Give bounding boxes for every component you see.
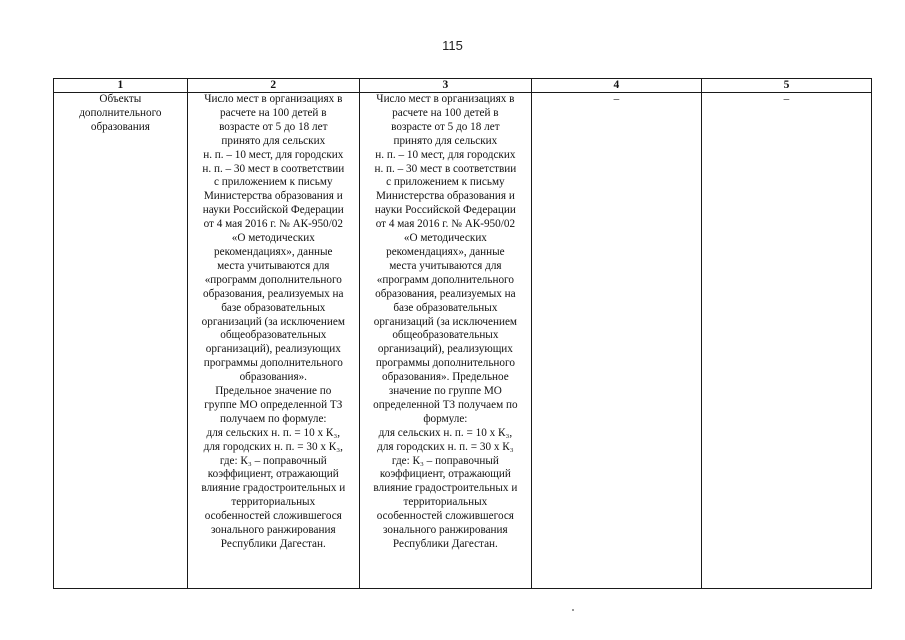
text-line: расчете на 100 детей в [220, 106, 327, 119]
text-line: влияние градостроительных и [373, 482, 518, 495]
column-5-cell [701, 93, 871, 589]
text-line: влияние градостроительных и [201, 482, 346, 495]
text-line: н. п. – 30 мест в соответствии [374, 162, 517, 175]
text-line: возрасте от 5 до 18 лет [219, 120, 328, 133]
object-type-text [56, 93, 185, 135]
text-line: территориальных [403, 496, 488, 509]
text-line: организаций (за исключением [373, 315, 518, 328]
column-5-value: – [783, 93, 790, 105]
text-line: науки Российской Федерации [374, 204, 516, 217]
text-line: науки Российской Федерации [202, 204, 344, 217]
text-line: рекомендациях», данные [214, 245, 333, 258]
text-line: образования, реализуемых на [203, 287, 344, 300]
text-line: коэффициент, отражающий [207, 468, 339, 481]
text-line: где: К₃ – поправочный [219, 454, 327, 467]
text-line: места учитываются для [389, 259, 502, 272]
text-line: определенной ТЗ получаем по [373, 398, 518, 411]
text-line: образования». Предельное [382, 371, 509, 384]
text-line: организаций (за исключением [201, 315, 345, 328]
text-line: Республики Дагестан. [220, 538, 326, 550]
column-header-3: 3 [359, 79, 531, 93]
text-line: Министерства образования и [375, 190, 515, 203]
text-line: базе образовательных [393, 301, 498, 314]
text-line: где: К₃ – поправочный [391, 454, 499, 467]
text-line: общеобразовательных [392, 329, 499, 342]
text-line: образования». [239, 371, 307, 384]
text-line: общеобразовательных [220, 329, 327, 342]
text-line: с приложением к письму [214, 176, 333, 189]
requirements-table [53, 78, 872, 589]
text-line: базе образовательных [221, 301, 326, 314]
text-line: «О методических [403, 232, 487, 245]
text-line: Министерства образования и [203, 190, 343, 203]
text-line: принято для сельских [221, 134, 326, 147]
text-line: группе МО определенной ТЗ [204, 398, 343, 411]
text-line: для городских н. п. = 30 х К₃ [377, 440, 514, 453]
text-line: формуле: [423, 412, 468, 425]
text-line: образования [90, 120, 150, 133]
text-line: «О методических [231, 232, 315, 245]
text-line: н. п. – 10 мест, для городских [375, 148, 516, 161]
text-line: н. п. – 10 мест, для городских [203, 148, 344, 161]
text-line: Республики Дагестан. [392, 538, 498, 550]
text-line: рекомендациях», данные [386, 245, 505, 258]
text-line: получаем по формуле: [220, 412, 327, 425]
text-line: программы дополнительного [203, 357, 343, 370]
text-line: от 4 мая 2016 г. № АК-950/02 [203, 218, 343, 231]
text-line: для сельских н. п. = 10 х К₃, [378, 426, 513, 439]
text-line: дополнительного [79, 106, 162, 119]
text-line: Число мест в организациях в [204, 93, 343, 105]
scan-speck [572, 609, 574, 611]
text-line: возрасте от 5 до 18 лет [391, 120, 500, 133]
norm-description-cell [187, 93, 359, 589]
column-header-4: 4 [531, 79, 701, 93]
column-4-value: – [613, 93, 620, 105]
text-line: особенностей сложившегося [376, 510, 514, 523]
text-line: зонального ранжирования [383, 524, 508, 537]
text-line: организаций), реализующих [377, 343, 513, 356]
text-line: принято для сельских [393, 134, 498, 147]
column-4-cell [531, 93, 701, 589]
column-header-1: 1 [54, 79, 188, 93]
text-line: Объекты [99, 93, 142, 105]
text-line: коэффициент, отражающий [379, 468, 511, 481]
page-number: 115 [442, 38, 463, 53]
text-line: н. п. – 30 мест в соответствии [202, 162, 345, 175]
text-line: для сельских н. п. = 10 х К₃, [206, 426, 341, 439]
text-line: значение по группе МО [388, 385, 502, 398]
object-type-cell [54, 93, 188, 589]
text-line: с приложением к письму [386, 176, 505, 189]
text-line: места учитываются для [217, 259, 330, 272]
text-line: «программ дополнительного [204, 273, 342, 286]
norm-description-text-2 [362, 93, 529, 552]
text-line: программы дополнительного [375, 357, 515, 370]
text-line: Число мест в организациях в [376, 93, 515, 105]
text-line: для городских н. п. = 30 х К₃, [203, 440, 343, 453]
norm-description-cell-2 [359, 93, 531, 589]
text-line: расчете на 100 детей в [392, 106, 499, 119]
text-line: территориальных [231, 496, 316, 509]
text-line: зонального ранжирования [210, 524, 336, 537]
text-line: организаций), реализующих [205, 343, 341, 356]
norm-description-text [190, 93, 357, 552]
text-line: образования, реализуемых на [375, 287, 516, 300]
column-header-2: 2 [187, 79, 359, 93]
table-row [54, 93, 872, 589]
column-header-5: 5 [701, 79, 871, 93]
text-line: особенностей сложившегося [204, 510, 342, 523]
text-line: «программ дополнительного [376, 273, 514, 286]
table-header-row [54, 79, 872, 93]
text-line: Предельное значение по [215, 385, 332, 398]
text-line: от 4 мая 2016 г. № АК-950/02 [375, 218, 516, 231]
